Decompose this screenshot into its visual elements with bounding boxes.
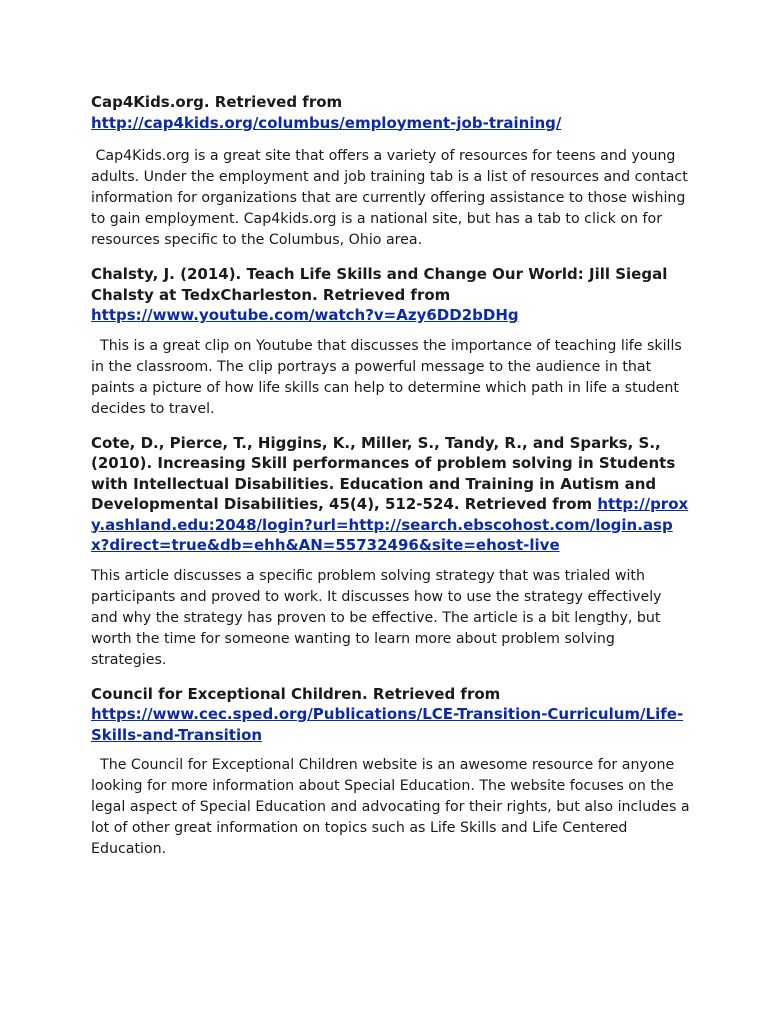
citation-text: Cote, D., Pierce, T., Higgins, K., Miller, S., Tandy, R., and Sparks, S., (2010). Increasing Skill performances of problem solving in Students with Intellectual Disabilities. Education and Training in Autism and Developmental Disabilities, 45(4), 512-524. Retrieved from	[91, 433, 676, 513]
reference-entry-cec	[91, 684, 695, 861]
document-page	[91, 92, 695, 873]
citation-link[interactable]: http://proxy.ashland.edu:2048/login?url=http://search.ebscohost.com/login.aspx?direct=true&db=ehh&AN=55732496&site=ehost-live	[91, 495, 689, 554]
citation-text: Council for Exceptional Children. Retrieved from	[91, 684, 501, 703]
citation-text: Chalsty, J. (2014). Teach Life Skills and Change Our World: Jill Siegal Chalsty at TedxCharleston. Retrieved from	[91, 265, 668, 304]
reference-entry-cap4kids	[91, 92, 691, 251]
citation-text: Cap4Kids.org. Retrieved from	[91, 93, 343, 111]
annotation-text: This article discusses a specific problem solving strategy that was trialed with participants and proved to work. It discusses how to use the strategy effectively and why the strategy has proven to be effective. The article is a bit lengthy, but worth the time for someone wanting to learn more about problem solving strategies.	[91, 567, 667, 668]
annotation-text: This is a great clip on Youtube that discusses the importance of teaching life skills in the classroom. The clip portrays a powerful message to the audience in that paints a picture of how life skills can help to determine which path in life a student decides to travel.	[91, 337, 687, 417]
reference-entry-cote	[91, 433, 691, 671]
citation	[91, 264, 691, 326]
citation-link[interactable]: http://cap4kids.org/columbus/employment-job-training/	[91, 113, 562, 132]
reference-entry-chalsty	[91, 264, 691, 420]
citation	[91, 684, 691, 746]
citation-link[interactable]: https://www.youtube.com/watch?v=Azy6DD2bDHg	[91, 306, 519, 324]
citation	[91, 433, 691, 556]
citation-link[interactable]: https://www.cec.sped.org/Publications/LCE-Transition-Curriculum/Life-Skills-and-Transition	[91, 705, 684, 744]
annotation-text: The Council for Exceptional Children website is an awesome resource for anyone looking for more information about Special Education. The website focuses on the legal aspect of Special Education and advocating for their rights, but also includes a lot of other great information on topics such as Life Skills and Life Centered Education.	[91, 757, 695, 857]
citation	[91, 92, 691, 133]
annotation-text: Cap4Kids.org is a great site that offers a variety of resources for teens and young adults. Under the employment and job training tab is a list of resources and contact information for organizations that are currently offering assistance to those wishing to gain employment. Cap4kids.org is a national site, but has a tab to click on for resources specific to the Columbus, Ohio area.	[91, 148, 693, 248]
